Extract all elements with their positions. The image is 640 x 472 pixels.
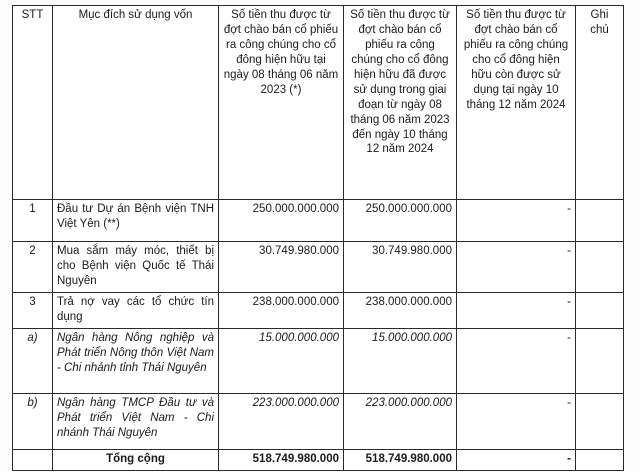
cell-amount-raised: 238.000.000.000 bbox=[219, 293, 344, 329]
total-label: Tổng cộng bbox=[53, 449, 219, 470]
cell-amount-remaining: - bbox=[457, 328, 576, 393]
cell-amount-raised: 15.000.000.000 bbox=[219, 328, 344, 393]
total-amount-raised: 518.749.980.000 bbox=[219, 449, 344, 470]
total-amount-remaining: - bbox=[457, 449, 576, 470]
cell-note bbox=[576, 393, 624, 449]
cell-amount-raised: 223.000.000.000 bbox=[219, 393, 344, 449]
cell-amount-used: 238.000.000.000 bbox=[344, 293, 457, 329]
table-row bbox=[13, 242, 624, 293]
cell-note bbox=[576, 293, 624, 329]
fund-usage-table bbox=[12, 5, 624, 471]
cell-stt: b) bbox=[13, 393, 53, 449]
column-header-note: Ghi chú bbox=[576, 6, 624, 200]
cell-amount-raised: 30.749.980.000 bbox=[219, 242, 344, 293]
cell-purpose: Đầu tư Dự án Bệnh viện TNH Việt Yên (**) bbox=[53, 200, 219, 242]
cell-purpose: Ngân hàng Nông nghiệp và Phát triển Nông thôn Việt Nam - Chi nhánh tỉnh Thái Nguyên bbox=[53, 328, 219, 393]
table-total-row bbox=[13, 449, 624, 470]
table-row bbox=[13, 393, 624, 449]
cell-amount-remaining: - bbox=[457, 200, 576, 242]
column-header-amount-used: Số tiền thu được từ đợt chào bán cổ phiếu ra công chúng cho cổ đông hiện hữu đã được sử dụng trong giai đoạn từ ngày 08 tháng 06 năm 2023 đến ngày 10 tháng 12 năm 2024 bbox=[344, 6, 457, 200]
cell-amount-raised: 250.000.000.000 bbox=[219, 200, 344, 242]
cell-purpose: Ngân hàng TMCP Đầu tư và Phát triển Việt Nam - Chi nhánh Thái Nguyên bbox=[53, 393, 219, 449]
cell-amount-used: 30.749.980.000 bbox=[344, 242, 457, 293]
column-header-amount-raised: Số tiền thu được từ đợt chào bán cổ phiếu ra công chúng cho cổ đông hiện hữu tại ngày 08 tháng 06 năm 2023 (*) bbox=[219, 6, 344, 200]
cell-amount-remaining: - bbox=[457, 393, 576, 449]
cell-amount-remaining: - bbox=[457, 293, 576, 329]
cell-note bbox=[576, 200, 624, 242]
column-header-amount-remaining: Số tiền thu được từ đợt chào bán cổ phiếu ra công chúng cho cổ đông hiện hữu còn được sử dụng tại ngày 10 tháng 12 năm 2024 bbox=[457, 6, 576, 200]
cell-purpose: Mua sắm máy móc, thiết bị cho Bệnh viện Quốc tế Thái Nguyên bbox=[53, 242, 219, 293]
cell-stt: a) bbox=[13, 328, 53, 393]
table-body bbox=[13, 200, 624, 471]
header-row bbox=[13, 6, 624, 200]
cell-stt: 2 bbox=[13, 242, 53, 293]
total-note bbox=[576, 449, 624, 470]
column-header-stt: STT bbox=[13, 6, 53, 200]
cell-note bbox=[576, 328, 624, 393]
table-row bbox=[13, 328, 624, 393]
cell-amount-used: 223.000.000.000 bbox=[344, 393, 457, 449]
table-row bbox=[13, 200, 624, 242]
cell-amount-used: 15.000.000.000 bbox=[344, 328, 457, 393]
cell-stt: 3 bbox=[13, 293, 53, 329]
table-row bbox=[13, 293, 624, 329]
total-amount-used: 518.749.980.000 bbox=[344, 449, 457, 470]
cell-purpose: Trả nợ vay các tổ chức tín dụng bbox=[53, 293, 219, 329]
cell-note bbox=[576, 242, 624, 293]
cell-amount-remaining: - bbox=[457, 242, 576, 293]
table-header bbox=[13, 6, 624, 200]
cell-stt: 1 bbox=[13, 200, 53, 242]
cell-stt bbox=[13, 449, 53, 470]
column-header-purpose: Mục đích sử dụng vốn bbox=[53, 6, 219, 200]
cell-amount-used: 250.000.000.000 bbox=[344, 200, 457, 242]
